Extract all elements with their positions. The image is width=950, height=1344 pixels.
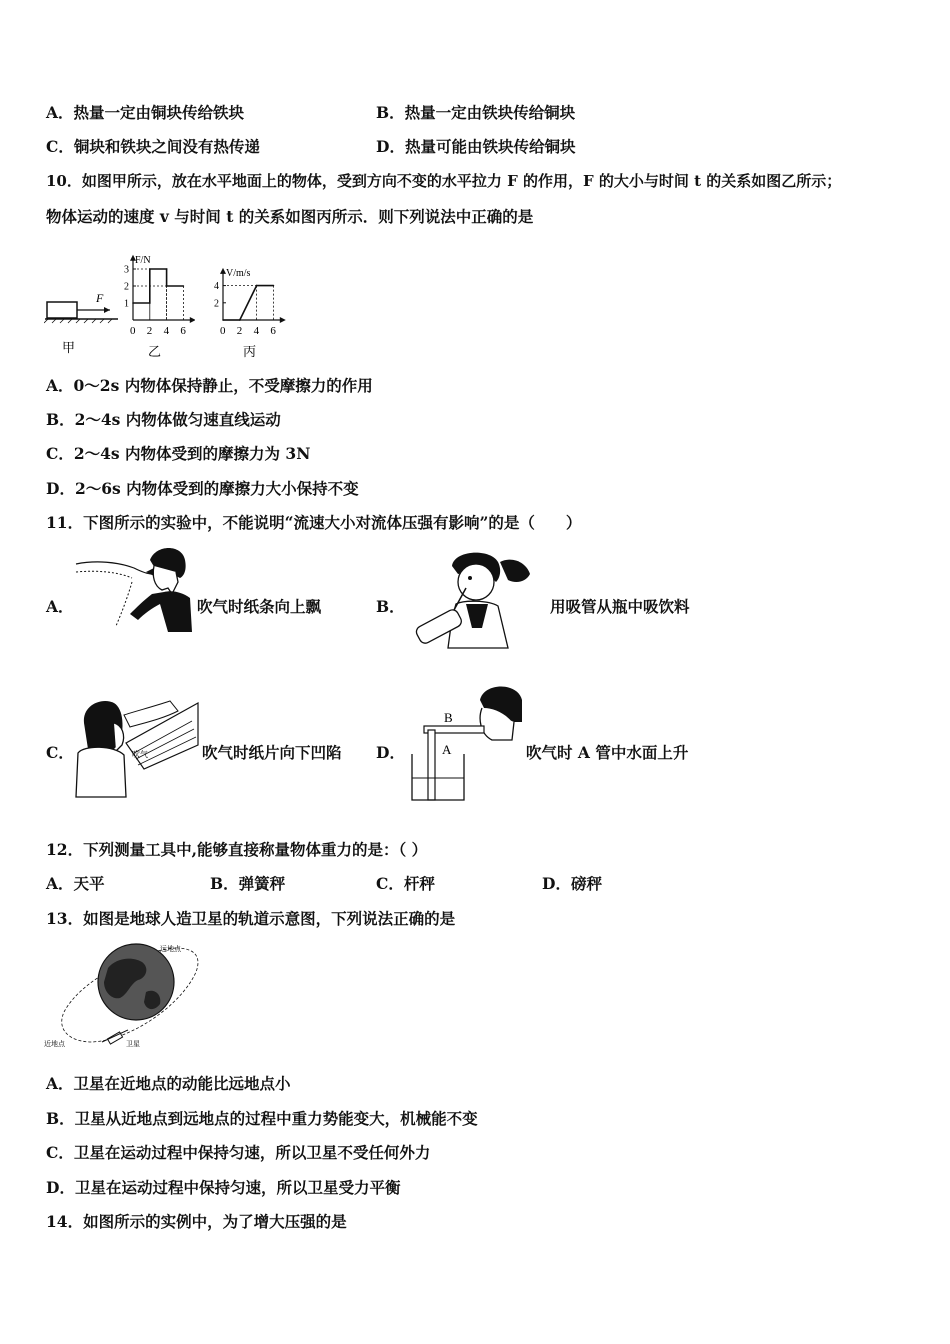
blow-arrow xyxy=(146,568,154,576)
q10-option-d: D．2～6s 内物体受到的摩擦力大小保持不变 xyxy=(46,479,359,498)
y-axis-label: F/N xyxy=(135,254,151,266)
force-label: F xyxy=(96,291,104,305)
apogee-label: 远地点 xyxy=(160,945,181,953)
label-a: A xyxy=(442,742,452,757)
q10-stem-line1: 10．如图甲所示，放在水平地面上的物体，受到方向不变的水平拉力 F 的作用，F 的大小与时间 t 的关系如图乙所示； xyxy=(46,172,842,190)
q12-option-c: C．杆秤 xyxy=(376,874,435,893)
q12-stem: 12．下列测量工具中,能够直接称量物体重力的是：（ ） xyxy=(46,840,428,859)
q10-option-a: A．0～2s 内物体保持静止，不受摩擦力的作用 xyxy=(46,376,373,395)
x-axis-arrow xyxy=(190,317,195,323)
q11-option-b-letter: B． xyxy=(376,597,405,616)
data-point xyxy=(239,319,241,321)
y-axis-label: V/m/s xyxy=(226,267,251,279)
q10-chart-force xyxy=(115,250,195,362)
data-point xyxy=(273,285,275,287)
data-point xyxy=(149,268,151,270)
satellite-label: 卫星 xyxy=(126,1040,140,1048)
q11-figure-a xyxy=(72,542,194,642)
x-tick-label: 0 xyxy=(220,325,226,337)
q11-stem: 11．下图所示的实验中，不能说明“流速大小对流体压强有影响”的是（ ） xyxy=(46,513,582,532)
data-point xyxy=(149,302,151,304)
x-tick-label: 4 xyxy=(253,325,260,337)
q9-option-d: D．热量可能由铁块传给铜块 xyxy=(376,137,576,156)
y-tick-label: 4 xyxy=(214,281,219,293)
ponytail xyxy=(500,560,530,582)
paper-fall xyxy=(116,582,132,626)
paper-strip xyxy=(76,562,152,574)
fig-label-jia: 甲 xyxy=(62,340,76,355)
body xyxy=(76,747,126,797)
q13-option-c: C．卫星在运动过程中保持匀速，所以卫星不受任何外力 xyxy=(46,1143,431,1162)
guide-lines xyxy=(133,269,183,320)
x-tick-label: 2 xyxy=(146,325,153,337)
x-tick-label: 2 xyxy=(236,325,243,337)
q11-option-a-letter: A． xyxy=(46,597,74,616)
q10-option-c: C．2～4s 内物体受到的摩擦力为 3N xyxy=(46,444,311,463)
fig-label-yi: 乙 xyxy=(148,344,162,359)
q12-option-d: D．磅秤 xyxy=(542,874,602,893)
perigee-label: 近地点 xyxy=(44,1040,65,1048)
x-tick-label: 6 xyxy=(270,325,276,337)
y-tick-label: 3 xyxy=(124,264,129,276)
q11-option-b-text: 用吸管从瓶中吸饮料 xyxy=(550,597,690,616)
y-tick-label: 1 xyxy=(124,298,129,310)
q9-option-b: B．热量一定由铁块传给铜块 xyxy=(376,103,576,122)
data-point xyxy=(166,285,168,287)
fig-label-bing: 丙 xyxy=(243,344,257,359)
x-tick-label: 0 xyxy=(130,325,136,337)
q13-stem: 13．如图是地球人造卫星的轨道示意图，下列说法正确的是 xyxy=(46,909,456,928)
label-b: B xyxy=(444,710,453,725)
data-point xyxy=(183,285,185,287)
q10-option-b: B．2～4s 内物体做匀速直线运动 xyxy=(46,410,281,429)
q13-option-a: A．卫星在近地点的动能比远地点小 xyxy=(46,1074,291,1093)
data-point xyxy=(132,302,134,304)
q11-option-a-text: 吹气时纸条向上飘 xyxy=(197,597,322,616)
blow-label: 吹气 xyxy=(132,750,148,759)
q11-figure-d xyxy=(408,682,526,802)
velocity-series xyxy=(222,285,274,321)
x-tick-label: 6 xyxy=(180,325,186,337)
q11-figure-b xyxy=(408,548,538,656)
q13-option-d: D．卫星在运动过程中保持匀速，所以卫星受力平衡 xyxy=(46,1178,401,1197)
air-flow xyxy=(76,571,132,578)
q9-option-a: A．热量一定由铜块传给铁块 xyxy=(46,103,245,122)
torso xyxy=(130,591,192,632)
beaker xyxy=(412,754,464,800)
x-tick-label: 4 xyxy=(163,325,170,337)
x-tick-labels xyxy=(130,325,186,337)
series-line xyxy=(223,286,273,320)
q12-option-b: B．弹簧秤 xyxy=(210,874,286,893)
x-tick-labels xyxy=(220,325,276,337)
q11-option-c-text: 吹气时纸片向下凹陷 xyxy=(202,743,342,762)
block xyxy=(47,302,77,318)
eye xyxy=(468,576,472,580)
q11-figure-c xyxy=(74,693,200,799)
q13-figure-orbit xyxy=(42,938,202,1056)
q13-option-b: B．卫星从近地点到远地点的过程中重力势能变大，机械能不变 xyxy=(46,1109,478,1128)
q10-stem-line2: 物体运动的速度 v 与时间 t 的关系如图丙所示．则下列说法中正确的是 xyxy=(46,207,534,226)
q10-figure-jia xyxy=(44,285,120,365)
force-arrowhead xyxy=(104,307,110,313)
q11-option-d-text: 吹气时 A 管中水面上升 xyxy=(526,743,689,762)
q12-option-a: A．天平 xyxy=(46,874,105,893)
data-point xyxy=(256,285,258,287)
face xyxy=(458,564,494,600)
q9-option-c: C．铜块和铁块之间没有热传递 xyxy=(46,137,260,156)
q10-chart-velocity xyxy=(203,250,287,362)
tube-a xyxy=(428,730,435,800)
q11-option-c-letter: C． xyxy=(46,743,74,762)
data-point xyxy=(222,319,224,321)
q11-option-d-letter: D． xyxy=(376,743,405,762)
y-tick-labels xyxy=(214,281,226,309)
q14-stem: 14．如图所示的实例中，为了增大压强的是 xyxy=(46,1212,347,1231)
y-tick-label: 2 xyxy=(124,281,129,293)
data-point xyxy=(166,268,168,270)
x-axis-arrow xyxy=(280,317,286,323)
y-tick-label: 2 xyxy=(214,298,219,310)
